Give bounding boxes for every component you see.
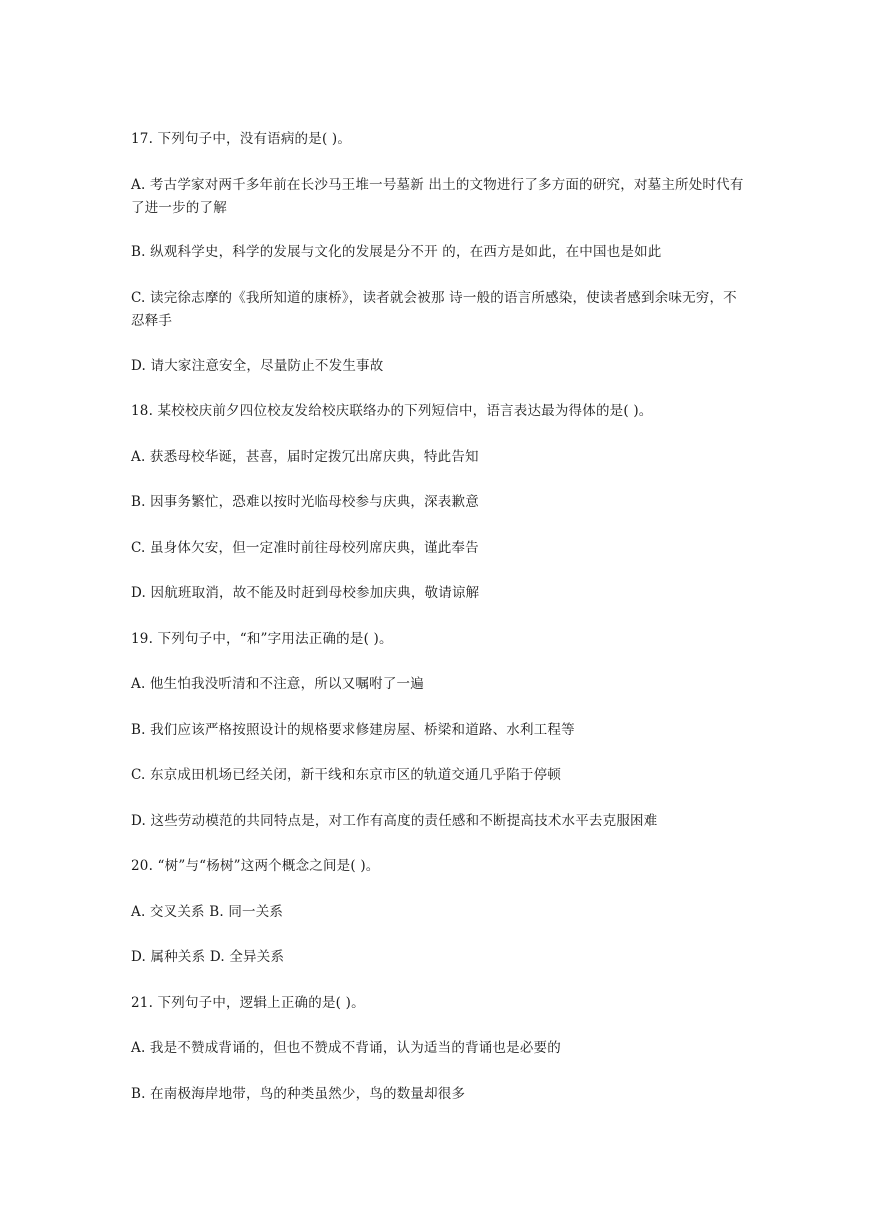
question-18-option-b: B. 因事务繁忙，恐难以按时光临母校参与庆典，深表歉意	[131, 494, 479, 510]
question-19-option-c: C. 东京成田机场已经关闭，新干线和东京市区的轨道交通几乎陷于停顿	[131, 767, 562, 783]
question-17-option-b: B. 纵观科学史，科学的发展与文化的发展是分不开 的，在西方是如此，在中国也是如此	[131, 244, 662, 260]
question-21-stem: 21. 下列句子中，逻辑上正确的是( )。	[131, 995, 365, 1011]
question-18-option-c: C. 虽身体欠安，但一定准时前往母校列席庆典，谨此奉告	[131, 540, 479, 556]
question-20-options-cd: D. 属种关系 D. 全异关系	[131, 949, 285, 965]
question-19-option-d: D. 这些劳动模范的共同特点是，对工作有高度的责任感和不断提高技术水平去克服困难	[131, 813, 658, 829]
question-20-stem: 20. “树”与“杨树”这两个概念之间是( )。	[131, 858, 380, 874]
question-17-stem: 17. 下列句子中，没有语病的是( )。	[131, 131, 352, 147]
question-17-option-c: C. 读完徐志摩的《我所知道的康桥》，读者就会被那 诗一般的语言所感染，使读者感到余味无穷，不忍释手	[131, 290, 737, 329]
question-18-stem: 18. 某校校庆前夕四位校友发给校庆联络办的下列短信中，语言表达最为得体的是( )。	[131, 403, 653, 419]
question-19-stem: 19. 下列句子中，“和”字用法正确的是( )。	[131, 631, 393, 647]
question-20-options-ab: A. 交叉关系 B. 同一关系	[131, 904, 284, 920]
question-21-option-a: A. 我是不赞成背诵的，但也不赞成不背诵，认为适当的背诵也是必要的	[131, 1040, 561, 1056]
question-19-option-b: B. 我们应该严格按照设计的规格要求修建房屋、桥梁和道路、水利工程等	[131, 722, 575, 738]
question-21-option-b: B. 在南极海岸地带，鸟的种类虽然少，鸟的数量却很多	[131, 1086, 466, 1102]
question-17-option-a: A. 考古学家对两千多年前在长沙马王堆一号墓新 出土的文物进行了多方面的研究，对墓主所处时代有了进一步的了解	[131, 177, 744, 216]
question-17-option-d: D. 请大家注意安全，尽量防止不发生事故	[131, 358, 384, 374]
question-19-option-a: A. 他生怕我没听清和不注意，所以又嘱咐了一遍	[131, 676, 424, 692]
question-18-option-d: D. 因航班取消，故不能及时赶到母校参加庆典，敬请谅解	[131, 585, 480, 601]
question-18-option-a: A. 获悉母校华诞，甚喜，届时定拨冗出席庆典，特此告知	[131, 449, 479, 465]
